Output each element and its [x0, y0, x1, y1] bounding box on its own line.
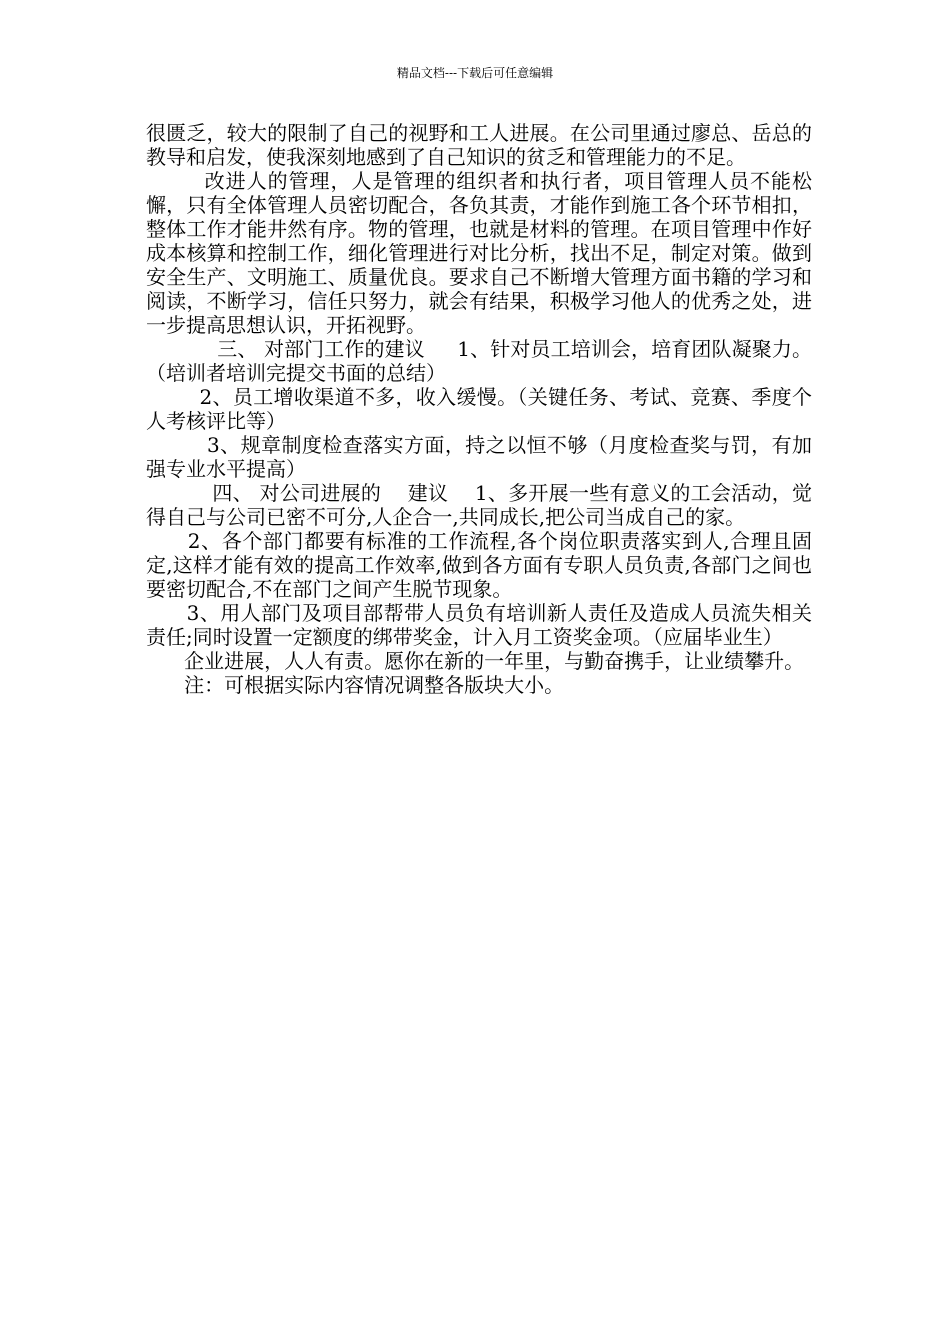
- paragraph-6: 四、 对公司进展的 建议 1、多开展一些有意义的工会活动，觉得自己与公司已密不可分,人企合一,共同成长,把公司当成自己的家。: [146, 481, 812, 529]
- paragraph-8: 3、用人部门及项目部帮带人员负有培训新人责任及造成人员流失相关责任;同时设置一定额度的绑带奖金，计入月工资奖金项。（应届毕业生）: [146, 601, 812, 649]
- paragraph-4: 2、员工增收渠道不多，收入缓慢。（关键任务、考试、竞赛、季度个人考核评比等）: [146, 385, 813, 433]
- paragraph-1: 很匮乏，较大的限制了自己的视野和工人进展。在公司里通过廖总、岳总的教导和启发，使我深刻地感到了自己知识的贫乏和管理能力的不足。: [146, 121, 812, 169]
- paragraph-2: 改进人的管理，人是管理的组织者和执行者，项目管理人员不能松懈，只有全体管理人员密切配合，各负其责，才能作到施工各个环节相扣，整体工作才能井然有序。物的管理，也就是材料的管理。在项目管理中作好成本核算和控制工作，细化管理进行对比分析，找出不足，制定对策。做到安全生产、文明施工、质量优良。要求自己不断增大管理方面书籍的学习和阅读，不断学习，信任只努力，就会有结果，积极学习他人的优秀之处，进一步提高思想认识，开拓视野。: [146, 169, 813, 337]
- paragraph-9: 企业进展，人人有责。愿你在新的一年里，与勤奋携手，让业绩攀升。: [146, 649, 805, 673]
- document-body: [146, 121, 812, 697]
- page-header: 精品文档---下载后可任意编辑: [396, 66, 554, 80]
- paragraph-7: 2、各个部门都要有标准的工作流程,各个岗位职责落实到人,合理且固定,这样才能有效的提高工作效率,做到各方面有专职人员负责,各部门之间也要密切配合,不在部门之间产生脱节现象。: [146, 529, 812, 601]
- paragraph-3: 三、 对部门工作的建议 1、针对员工培训会，培育团队凝聚力。（培训者培训完提交书面的总结）: [146, 337, 812, 385]
- paragraph-5: 3、规章制度检查落实方面，持之以恒不够（月度检查奖与罚，有加强专业水平提高）: [146, 433, 813, 481]
- paragraph-10: 注：可根据实际内容情况调整各版块大小。: [146, 673, 565, 697]
